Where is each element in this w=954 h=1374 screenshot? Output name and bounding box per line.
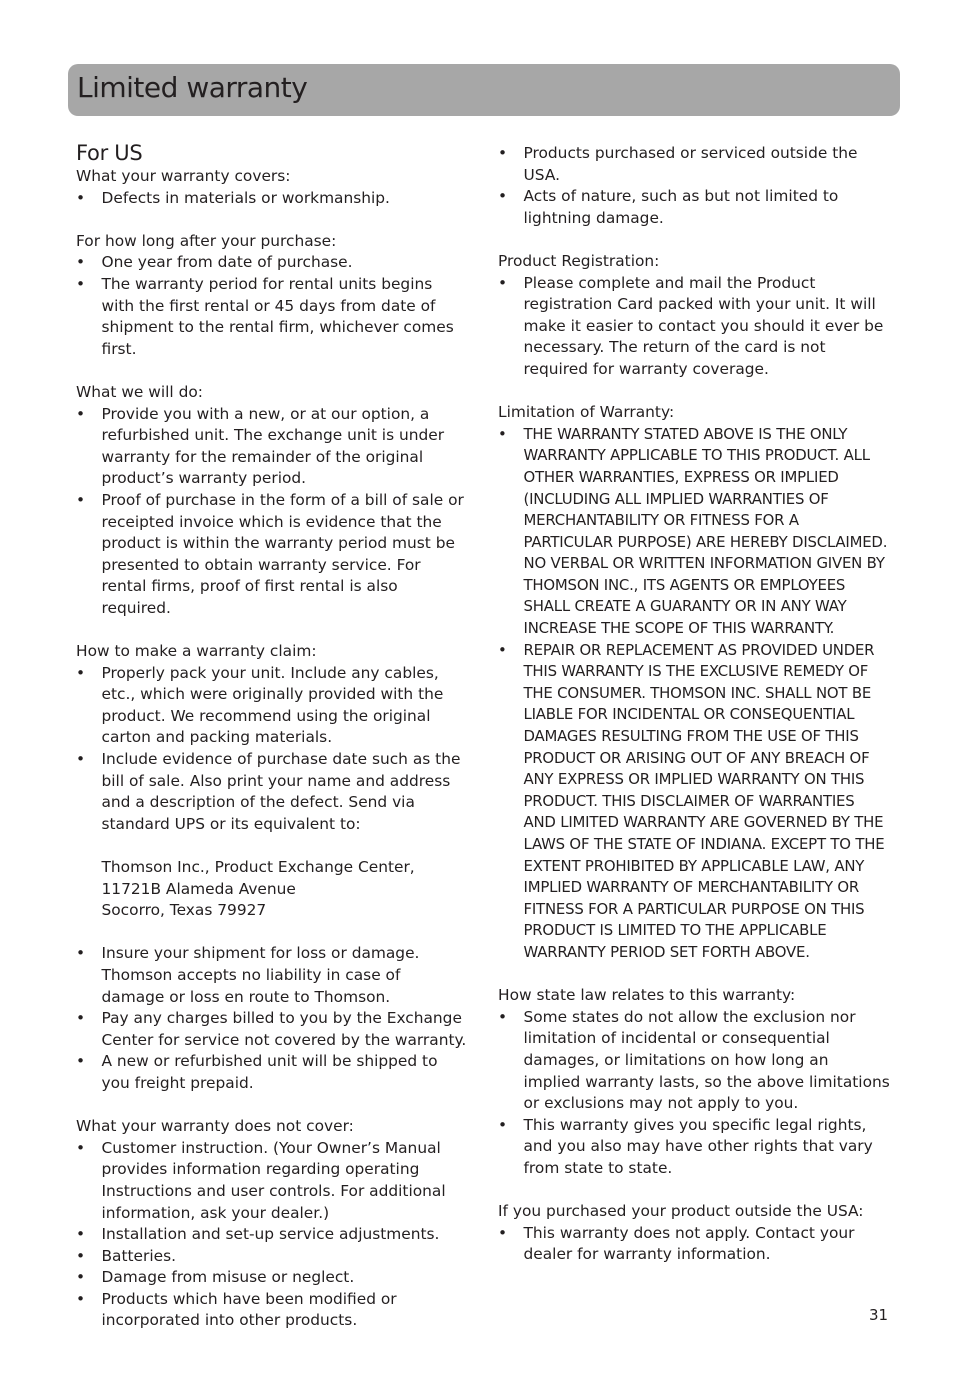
bullet-icon: • [76,1246,86,1265]
list-item [76,404,468,490]
list-item [76,1267,468,1289]
list-item [498,1115,890,1180]
outside-list [498,1223,890,1266]
bullet-icon: • [498,1223,508,1242]
page-title: Limited warranty [77,71,308,104]
list-item-text: Provide you with a new, or at our option, a refurbished unit. The exchange unit is under warranty for the remainder of the original product’s warranty period. [101,404,445,488]
bullet-icon: • [76,1138,86,1157]
bullet-icon: • [76,404,86,423]
registration-label: Product Registration: [498,251,660,270]
list-item-text: One year from date of purchase. [101,253,353,272]
bullet-icon: • [498,640,507,659]
list-item-text: Products which have been modified or incorporated into other products. [101,1289,397,1330]
list-item [76,1246,468,1268]
list-item-text: Customer instruction. (Your Owner’s Manual provides information regarding operating Instructions and user controls. For additional information, ask your dealer.) [101,1138,446,1222]
limitation-label: Limitation of Warranty: [498,403,675,422]
list-item [76,1008,468,1051]
list-item-text: Defects in materials or workmanship. [101,188,390,207]
page-number: 31 [869,1306,889,1324]
bullet-icon: • [498,144,508,162]
bullet-icon: • [498,273,508,292]
right-column [498,143,890,1266]
list-item-text: A new or refurbished unit will be shipped to you freight prepaid. [101,1052,438,1092]
list-item [498,640,890,964]
list-item [498,1007,890,1115]
bullet-icon: • [76,944,86,963]
bullet-icon: • [76,274,86,293]
bullet-icon: • [76,1225,86,1244]
list-item [76,274,468,360]
bullet-icon: • [498,424,507,443]
list-item-text: Insure your shipment for loss or damage. Thomson accepts no liability in case of damage or loss en route to Thomson. [101,944,420,1006]
limitation-list [498,424,890,964]
bullet-icon: • [76,1289,86,1308]
bullet-icon: • [498,1115,508,1134]
bullet-icon: • [76,188,86,207]
section-heading: For US [76,141,143,165]
list-item [498,186,890,229]
claim-list [76,663,468,836]
list-item [76,749,468,835]
list-item [76,1289,468,1332]
list-item-text: Damage from misuse or neglect. [101,1268,355,1287]
bullet-icon: • [76,750,86,769]
bullet-icon: • [76,490,86,509]
what-we-do-list [76,404,468,620]
list-item-text: THE WARRANTY STATED ABOVE IS THE ONLY WARRANTY APPLICABLE TO THIS PRODUCT. ALL OTHER WARRANTIES, EXPRESS OR IMPLIED (INCLUDING ALL IMPLIED WARRANTIES OF MERCHANTABILITY OR FITNESS FOR A PARTICULAR PURPOSE) ARE HEREBY DISCLAIMED. NO VERBAL OR WRITTEN INFORMATION GIVEN BY THOMSON INC., ITS AGENTS OR EMPLOYEES SHALL CREATE A GUARANTY OR IN ANY WAY INCREASE THE SCOPE OF THIS WARRANTY. [523,424,888,638]
claim-list-continued [76,943,468,1094]
list-item-text: This warranty gives you specific legal rights, and you also may have other rights that vary from state to state. [523,1115,873,1177]
list-item-text: Please complete and mail the Product registration Card packed with your unit. It will make it easier to contact you should it ever be necessary. The return of the card is not required for warranty coverage. [523,273,884,378]
list-item [498,143,890,186]
covers-label: What your warranty covers: [76,167,291,185]
address-line: Socorro, Texas 79927 [101,901,267,920]
not-cover-label: What your warranty does not cover: [76,1117,354,1136]
list-item-text: Acts of nature, such as but not limited to lightning damage. [523,187,839,227]
how-long-list [76,252,468,360]
list-item [76,490,468,620]
state-law-list [498,1007,890,1180]
list-item [76,1224,468,1246]
bullet-icon: • [498,1007,508,1026]
bullet-icon: • [76,1009,86,1028]
not-cover-list [76,1138,468,1332]
list-item-text: The warranty period for rental units begins with the first rental or 45 days from date of shipment to the rental firm, whichever comes first. [101,274,454,358]
list-item-text: Include evidence of purchase date such as the bill of sale. Also print your name and address and a description of the defect. Send via standard UPS or its equivalent to: [101,750,461,833]
bullet-icon: • [76,253,86,272]
state-law-label: How state law relates to this warranty: [498,986,796,1005]
title-bar [68,64,900,116]
list-item-text: This warranty does not apply. Contact your dealer for warranty information. [523,1223,855,1264]
covers-list [76,188,468,210]
bullet-icon: • [76,1052,86,1071]
how-long-label: For how long after your purchase: [76,231,337,250]
list-item [498,1223,890,1266]
bullet-icon: • [76,1268,86,1287]
list-item-text: Pay any charges billed to you by the Exchange Center for service not covered by the warranty. [101,1009,467,1049]
claim-label: How to make a warranty claim: [76,642,317,661]
list-item [76,1138,468,1224]
what-we-do-label: What we will do: [76,382,203,401]
list-item-text: Proof of purchase in the form of a bill of sale or receipted invoice which is evidence that the product is within the warranty period must be presented to obtain warranty service. For rental firms, proof of first rental is also required. [101,490,464,617]
not-cover-list-continued [498,143,890,229]
exchange-address [76,857,468,922]
list-item [76,663,468,749]
list-item [76,188,468,210]
list-item [498,273,890,381]
registration-list [498,273,890,381]
list-item-text: Some states do not allow the exclusion nor limitation of incidental or consequential damages, or limitations on how long an implied warranty lasts, so the above limitations or exclusions may not apply to you. [523,1007,890,1113]
list-item [76,1051,468,1094]
list-item-text: Installation and set-up service adjustments. [101,1225,440,1244]
left-column [76,140,468,1332]
list-item-text: Batteries. [101,1246,177,1265]
outside-label: If you purchased your product outside the USA: [498,1202,864,1221]
list-item-text: REPAIR OR REPLACEMENT AS PROVIDED UNDER THIS WARRANTY IS THE EXCLUSIVE REMEDY OF THE CONSUMER. THOMSON INC. SHALL NOT BE LIABLE FOR INCIDENTAL OR CONSEQUENTIAL DAMAGES RESULTING FROM THE USE OF THIS PRODUCT OR ARISING OUT OF ANY BREACH OF ANY EXPRESS OR IMPLIED WARRANTY ON THIS PRODUCT. THIS DISCLAIMER OF WARRANTIES AND LIMITED WARRANTY ARE GOVERNED BY THE LAWS OF THE STATE OF INDIANA. EXCEPT TO THE EXTENT PROHIBITED BY APPLICABLE LAW, ANY IMPLIED WARRANTY OF MERCHANTABILITY OR FITNESS FOR A PARTICULAR PURPOSE ON THIS PRODUCT IS LIMITED TO THE APPLICABLE WARRANTY PERIOD SET FORTH ABOVE. [523,640,885,961]
list-item-text: Products purchased or serviced outside the USA. [523,144,858,184]
bullet-icon: • [76,663,86,682]
address-line: Thomson Inc., Product Exchange Center, 11721B Alameda Avenue [101,858,415,898]
bullet-icon: • [498,187,508,206]
list-item [76,252,468,274]
list-item-text: Properly pack your unit. Include any cables, etc., which were originally provided with the product. We recommend using the original carton and packing materials. [101,663,444,747]
list-item [76,943,468,1008]
list-item [498,424,890,640]
